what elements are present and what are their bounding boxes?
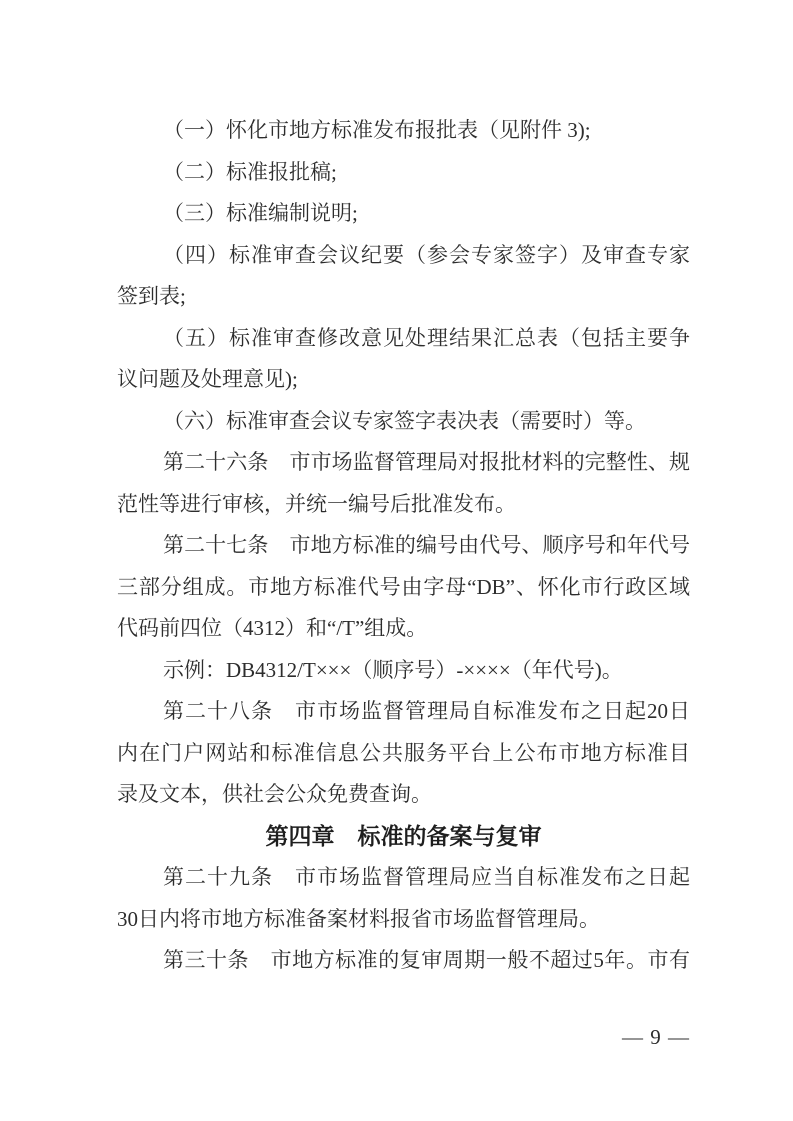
doc-line-item-5: （五）标准审查修改意见处理结果汇总表（包括主要争 [163,325,690,350]
doc-line-item-5-cont: 议问题及处理意见); [117,367,298,391]
doc-line-item-3: （三）标准编制说明; [163,201,358,225]
doc-line-article-28-cont-2: 录及文本，供社会公众免费查询。 [117,782,432,806]
doc-line-article-30: 第三十条 市地方标准的复审周期一般不超过5年。市有 [163,948,690,972]
doc-line-article-27: 第二十七条 市地方标准的编号由代号、顺序号和年代号 [163,533,690,557]
doc-line-item-6: （六）标准审查会议专家签字表决表（需要时）等。 [163,408,646,433]
chapter-heading: 第四章 标准的备案与复审 [265,822,542,849]
doc-line-item-2: （二）标准报批稿; [163,159,337,184]
doc-line-item-4: （四）标准审查会议纪要（参会专家签字）及审查专家 [163,242,690,267]
doc-line-article-26-cont: 范性等进行审核，并统一编号后批准发布。 [117,491,516,516]
doc-line-item-4-cont: 签到表; [117,284,186,308]
doc-line-article-29: 第二十九条 市市场监督管理局应当自标准发布之日起 [163,865,690,889]
page-number: — 9 — [622,1025,690,1049]
doc-line-article-28-cont-1: 内在门户网站和标准信息公共服务平台上公布市地方标准目 [117,740,690,765]
doc-line-article-27-cont-2: 代码前四位（4312）和“/T”组成。 [117,616,428,640]
doc-line-article-27-cont-1: 三部分组成。市地方标准代号由字母“DB”、怀化市行政区域 [117,574,690,599]
document-body [117,110,690,982]
doc-line-example: 示例：DB4312/T×××（顺序号）-××××（年代号)。 [163,657,623,682]
doc-line-article-29-cont: 30日内将市地方标准备案材料报省市场监督管理局。 [117,906,600,931]
doc-line-article-28: 第二十八条 市市场监督管理局自标准发布之日起20日 [163,699,690,723]
doc-line-item-1: （一）怀化市地方标准发布报批表（见附件 3); [163,118,591,142]
doc-line-article-26: 第二十六条 市市场监督管理局对报批材料的完整性、规 [163,450,690,474]
